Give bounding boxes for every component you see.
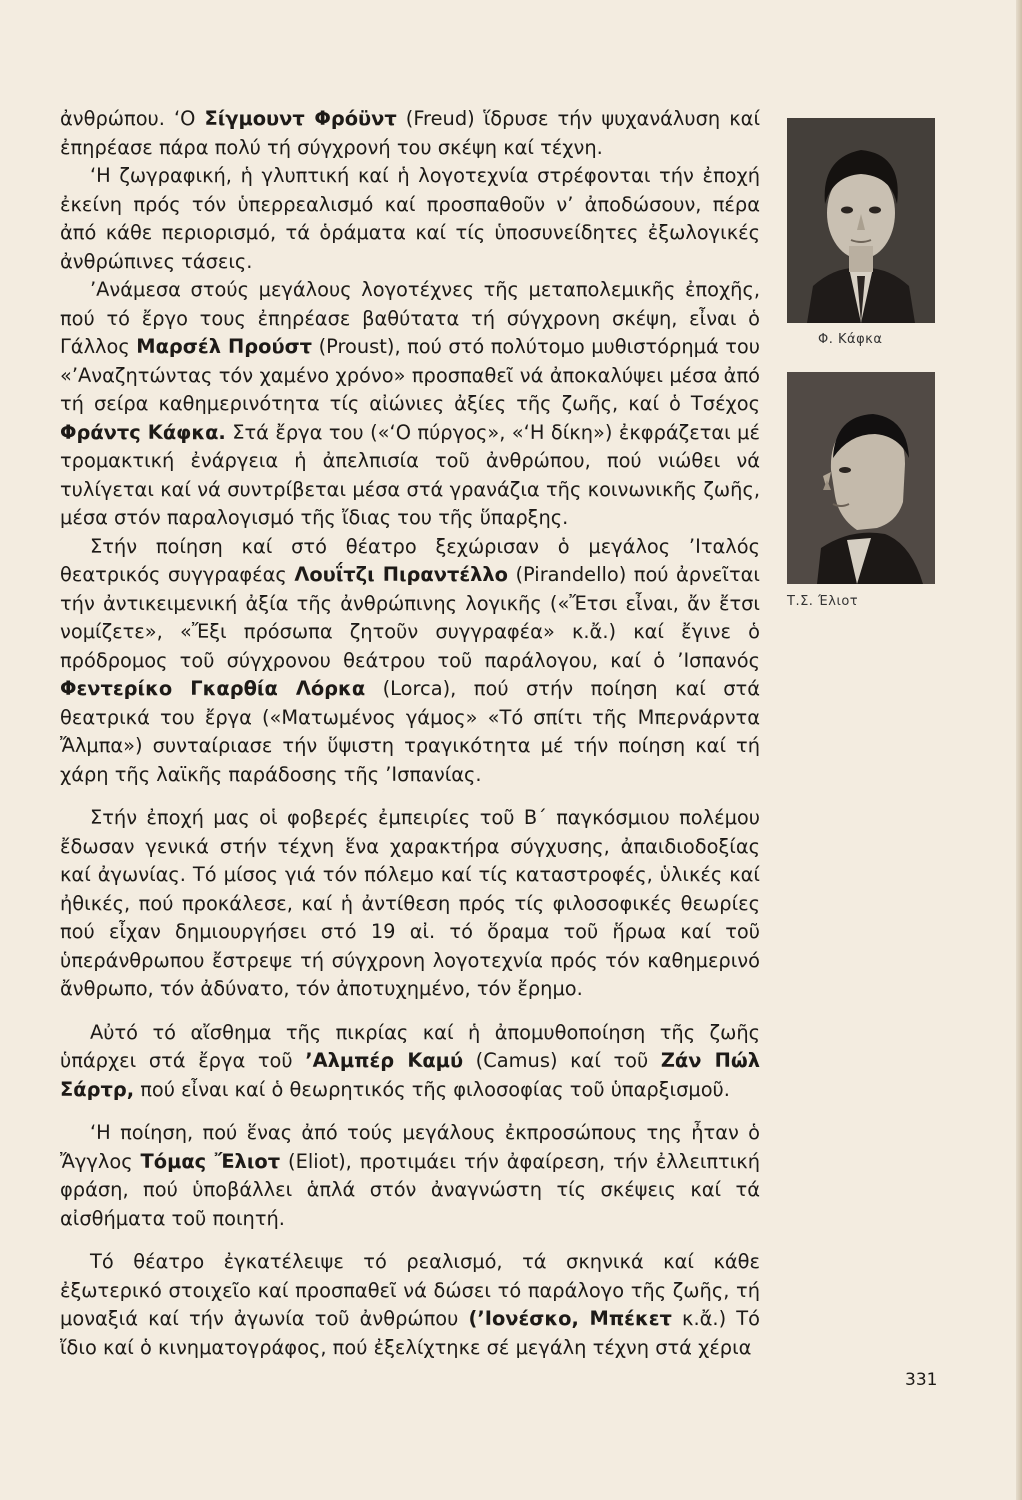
text-run: ‘Η ποίηση, πού ἕνας ἀπό τούς μεγάλους ἐκπροσώπους της ἦταν ὁ Ἄγγλος: [60, 1121, 760, 1173]
text-run: Τό θέατρο ἐγκατέλειψε τό ρεαλισμό, τά σκηνικά καί κάθε ἐξωτερικό στοιχεῖο καί προσπαθεῖ νά δώσει τό παράλογο τῆς ζωῆς, τή μοναξιά καί τήν ἀγωνία τοῦ ἀνθρώπου: [60, 1250, 760, 1330]
text-run: ’Ανάμεσα στούς μεγάλους λογοτέχνες τῆς μεταπολεμικῆς ἐποχῆς, πού τό ἔργο τους ἐπηρέασε βαθύτατα τή σύγχρονη σκέψη, εἶναι ὁ Γάλλος: [60, 278, 760, 358]
portrait-kafka-image: [787, 118, 935, 323]
bold-name: Ζάν Πώλ Σάρτρ,: [60, 1049, 760, 1101]
bold-name: Φεντερίκο Γκαρθία Λόρκα: [60, 677, 366, 700]
text-run: κ.ἄ.) Τό ἴδιο καί ὁ κινηματογράφος, πού ἐξελίχτηκε σέ μεγάλη τέχνη στά χέρια: [60, 1307, 760, 1359]
page-edge: [1016, 0, 1022, 1500]
paragraph: [60, 1248, 760, 1362]
text-run: πού εἶναι καί ὁ θεωρητικός τῆς φιλοσοφίας τοῦ ὑπαρξισμοῦ.: [134, 1077, 730, 1101]
bold-name: Μαρσέλ Προύστ: [136, 335, 313, 358]
paragraph: [60, 533, 760, 790]
text-run: Αὐτό τό αἴσθημα τῆς πικρίας καί ἡ ἀπομυθοποίηση τῆς ζωῆς ὑπάρχει στά ἔργα τοῦ: [60, 1020, 760, 1072]
caption-eliot: Τ.Σ. Έλιοτ: [787, 594, 859, 609]
portrait-eliot-image: [787, 372, 935, 584]
text-run: (Lorca), πού στήν ποίηση καί στά θεατρικά του ἔργα («Ματωμένος γάμος» «Τό σπίτι τῆς Μπερνάρντα Ἄλμπα») συνταίριασε τήν ὕψιστη τραγικότητα μέ τήν ποίηση καί τή χάρη τῆς λαϊκῆς παράδοσης τῆς ’Ισπανίας.: [60, 677, 760, 786]
text-run: (Freud) ἵδρυσε τήν ψυχανάλυση καί ἐπηρέασε πάρα πολύ τή σύγχρονή του σκέψη καί τέχνη.: [60, 107, 761, 159]
text-run: (Proust), πού στό πολύτομο μυθιστόρημά του «’Αναζητώντας τόν χαμένο χρόνο» προσπαθεῖ νά ἀποκαλύψει μέσα ἀπό τή σείρα καθημερινότητα τίς αἰώνιες ἀξίες τῆς ζωῆς, καί ὁ Τσέχος: [60, 335, 760, 415]
bold-name: ’Αλμπέρ Καμύ: [305, 1049, 464, 1072]
paragraph: [60, 1019, 760, 1105]
text-run: (Pirandello) πού ἀρνεῖται τήν ἀντικειμενική ἀξία τῆς ἀνθρώπινης λογικῆς («Ἔτσι εἶναι, ἄν ἔτσι νομίζετε», «Ἔξι πρόσωπα ζητοῦν συγγραφέα» κ.ἄ.) καί ἔγινε ὁ πρόδρομος τοῦ σύγχρονου θεάτρου τοῦ παράλογου, καί ὁ ’Ισπανός: [60, 563, 760, 672]
bold-name: Φράντς Κάφκα.: [60, 420, 226, 444]
bold-name: Λουΐτζι Πιραντέλλο: [294, 563, 508, 586]
text-run: Στά ἔργα του («‘Ο πύργος», «‘Η δίκη») ἐκφράζεται μέ τρομακτική ἐνάργεια ἡ ἀπελπισία τοῦ ἀνθρώπου, πού νιώθει νά τυλίγεται καί νά συντρίβεται μέσα στά γρανάζια τῆς κοινωνικῆς ζωῆς, μέσα στόν παραλογισμό τῆς ἴδιας του τῆς ὕπαρξης.: [60, 420, 760, 529]
bold-name: (’Ιονέσκο, Μπέκετ: [468, 1307, 672, 1330]
paragraph: [60, 162, 760, 276]
body-text: [60, 105, 760, 1362]
text-run: Στήν ποίηση καί στό θέατρο ξεχώρισαν ὁ μεγάλος ’Ιταλός θεατρικός συγγραφέας: [60, 534, 760, 586]
caption-kafka: Φ. Κάφκα: [818, 332, 883, 347]
paragraph: [60, 1119, 760, 1233]
paragraph: [60, 804, 760, 1004]
text-run: (Camus) καί τοῦ: [463, 1049, 661, 1072]
paragraph: [60, 276, 760, 533]
bold-name: Τόμας Ἔλιοτ: [140, 1149, 281, 1173]
paragraph: [60, 105, 760, 162]
text-run: ἀνθρώπου. ‘Ο: [60, 107, 205, 130]
text-run: Στήν ἐποχή μας οἱ φοβερές ἐμπειρίες τοῦ Β΄ παγκόσμιου πολέμου ἔδωσαν γενικά στήν τέχνη ἕνα χαρακτήρα σύγχυσης, ἀπαιδιοδοξίας καί ἀγωνίας. Τό μίσος γιά τόν πόλεμο καί τίς καταστροφές, ὑλικές καί ἠθικές, πού προκάλεσε, καί ἡ ἀντίθεση πρός τίς φιλοσοφικές θεωρίες πού εἶχαν δημιουργήσει στό 19 αἰ. τό ὅραμα τοῦ ἥρωα καί τοῦ ὑπεράνθρωπου ἔστρεψε τή σύγχρονη λογοτεχνία πρός τόν καθημερινό ἄνθρωπο, τόν ἀδύνατο, τόν ἀποτυχημένο, τόν ἔρημο.: [60, 806, 760, 1000]
page-number: 331: [905, 1370, 938, 1390]
text-run: (Eliot), προτιμάει τήν ἀφαίρεση, τήν ἐλλειπτική φράση, πού ὑποβάλλει ἁπλά στόν ἀναγνώστη τίς σκέψεις καί τά αἰσθήματα τοῦ ποιητή.: [60, 1149, 761, 1230]
portrait-eliot: [787, 372, 935, 584]
text-run: ‘Η ζωγραφική, ἡ γλυπτική καί ἡ λογοτεχνία στρέφονται τήν ἐποχή ἐκείνη πρός τόν ὑπερρεαλισμό καί προσπαθοῦν ν’ ἀποδώσουν, πέρα ἀπό κάθε περιορισμό, τά ὁράματα καί τίς ὑποσυνείδητες ἐξωλογικές ἀνθρώπινες τάσεις.: [60, 164, 760, 273]
bold-name: Σίγμουντ Φρόϋντ: [204, 107, 397, 130]
portrait-kafka: [787, 118, 935, 323]
